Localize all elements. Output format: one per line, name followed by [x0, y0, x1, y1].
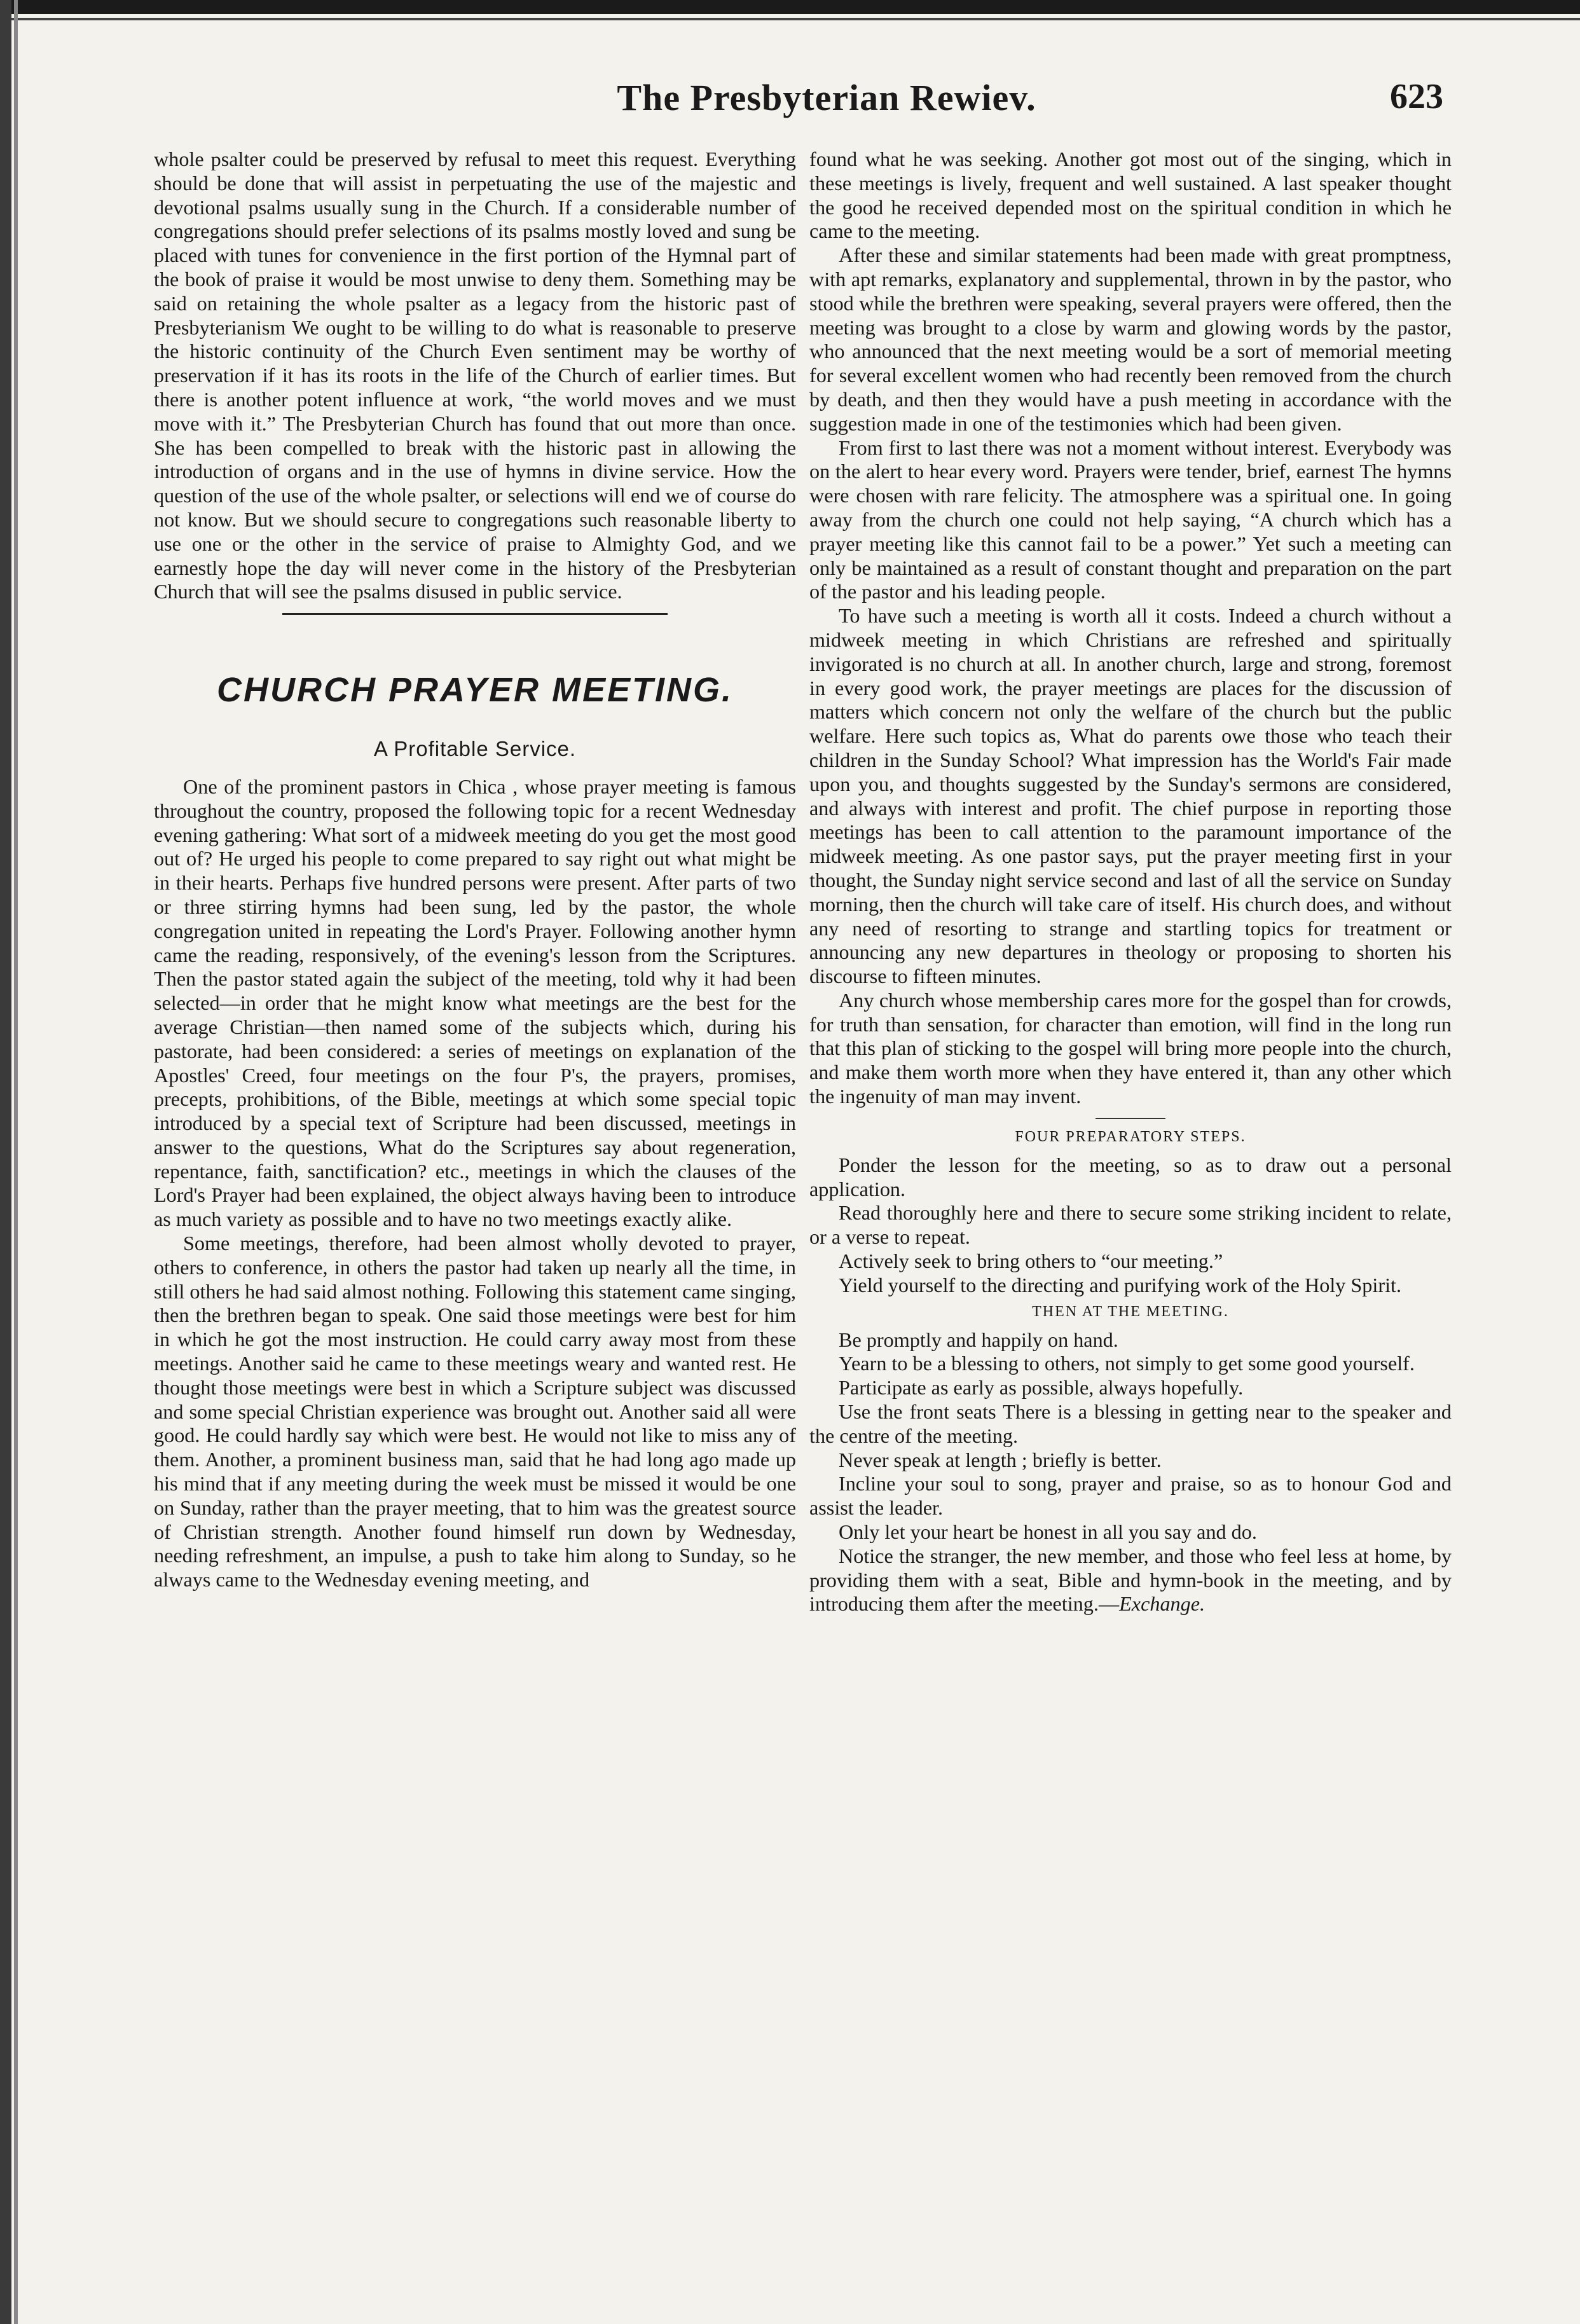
meeting-item: Incline your soul to song, prayer and praise, so as to honour God and assist the leader.	[809, 1472, 1452, 1520]
step-item: Yield yourself to the directing and purifying work of the Holy Spirit.	[839, 1273, 1401, 1296]
page-edge-binding	[0, 0, 11, 2324]
psalter-paragraph: whole psalter could be preserved by refusal to meet this request. Everything should be done that will assist in perpetuating the use of the majestic and devotional psalms usually sung in the Church. If a considerable number of congregations should prefer selections of its psalms mostly loved and sung be placed with tunes for convenience in the first portion of the Hymnal part of the book of praise it would be most unwise to deny them. Something may be said on retaining the whole psalter as a legacy from the historic past of Presbyterianism We ought to be willing to do what is reasonable to preserve the historic continuity of the Church Even sentiment may be worthy of preservation if it has its roots in the life of the Church of earlier times. But there is another potent influence at work, “the world moves and we must move with it.” The Presbyterian Church has found that out more than once. She has been compelled to break with the historic past in allowing the introduction of organs and in the use of hymns in divine service. How the question of the use of the whole psalter, or selections will end we of course do not know. But we should secure to congregations such reasonable liberty to use one or the other in the service of praise to Almighty God, and we earnestly hope the day will never come in the history of the Presbyterian Church that will see the psalms disused in public service.	[154, 148, 796, 603]
meeting-item: Participate as early as possible, always hopefully.	[839, 1376, 1244, 1399]
meeting-item: Be promptly and happily on hand.	[839, 1328, 1118, 1351]
meeting-item-text: Notice the stranger, the new member, and those who feel less at home, by providing them with a seat, Bible and hymn-book in the meeting, and by introducing them after the meeting.—	[809, 1544, 1452, 1616]
article-paragraph: After these and similar statements had been made with great promptness, with apt remarks, explanatory and supplemental, thrown in by the pastor, who stood while the brethren were speaking, several prayers were offered, then the meeting was brought to a close by warm and glowing words by the pastor, who announced that the next meeting would be a sort of memorial meeting for several excellent women who had recently been removed from the church by death, and then they would have a push meeting in accordance with the suggestion made in one of the testimonies which had been given.	[809, 244, 1452, 435]
running-title: The Presbyterian Rewiev.	[617, 77, 1036, 118]
step-item: Ponder the lesson for the meeting, so as to draw out a personal application.	[809, 1153, 1452, 1200]
article-paragraph: Some meetings, therefore, had been almost wholly devoted to prayer, others to conference, in others the pastor had taken up nearly all the time, in still others he had said almost nothing. Following this statement came singing, then the brethren began to speak. One said those meetings were best for him in which he got the most instruction. He could carry away most from these meetings. Another said he came to these meetings weary and wanted rest. He thought those meetings were best in which a Scripture subject was discussed and some special Christian experience was brought out. Another said all were good. He could hardly say which were best. He would not like to miss any of them. Another, a prominent business man, said that he had long ago made up his mind that if any meeting during the week must be missed it would be one on Sunday, rather than the prayer meeting, that to him was the greatest source of Christian strength. Another found himself run down by Wednesday, needing refreshment, an impulse, a push to take him along to Sunday, so he always came to the Wednesday evening meeting, and	[154, 1232, 796, 1592]
meeting-heading: THEN AT THE MEETING.	[1032, 1303, 1229, 1320]
article-subtitle: A Profitable Service.	[373, 737, 577, 761]
article-paragraph: found what he was seeking. Another got most out of the singing, which in these meetings is lively, frequent and well sustained. A last speaker thought the good he received depended most on the spiritual condition in which he came to the meeting.	[809, 148, 1452, 243]
step-item: Actively seek to bring others to “our meeting.”	[839, 1249, 1223, 1273]
step-item: Read thoroughly here and there to secure some striking incident to relate, or a verse to repeat.	[809, 1201, 1452, 1249]
meeting-item: Yearn to be a blessing to others, not simply to get some good yourself.	[839, 1352, 1415, 1375]
section-title: CHURCH PRAYER MEETING.	[216, 671, 734, 710]
meeting-item: Never speak at length ; briefly is better.	[839, 1448, 1162, 1471]
article-paragraph: From first to last there was not a moment without interest. Everybody was on the alert to hear every word. Prayers were tender, brief, earnest The hymns were chosen with rare felicity. The atmosphere was a spiritual one. In going away from the church one could not help saying, “A church which has a prayer meeting like this cannot fail to be a power.” Yet such a meeting can only be maintained as a result of constant thought and preparation on the part of the pastor and his leading people.	[809, 436, 1452, 603]
article-paragraph: One of the prominent pastors in Chica , whose prayer meeting is famous throughout the country, proposed the following topic for a recent Wednesday evening gathering: What sort of a midweek meeting do you get the most good out of? He urged his people to come prepared to say right out what might be in their hearts. Perhaps five hundred persons were present. After parts of two or three stirring hymns had been sung, led by the pastor, the whole congregation united in repeating the Lord's Prayer. Following another hymn came the reading, responsively, of the evening's lesson from the Scriptures. Then the pastor stated again the subject of the meeting, told why it had been selected—in order that he might know what meetings are the best for the average Christian—then named some of the subjects which, during his pastorate, had been considered: a series of meetings on explanation of the Apostles' Creed, four meetings on the four P's, the prayers, promises, precepts, prohibitions, of the Bible, meetings at which some special topic introduced by a special text of Scripture had been discussed, meetings in answer to the questions, What do the Scriptures say about regeneration, repentance, faith, sanctification? etc., meetings in which the clauses of the Lord's Prayer had been explained, the object always having been to introduce as much variety as possible and to have no two meetings exactly alike.	[154, 774, 796, 1231]
source-signoff: Exchange.	[1119, 1592, 1206, 1616]
article-paragraph: To have such a meeting is worth all it costs. Indeed a church without a midweek meeting in which Christians are refreshed and spiritually invigorated is no church at all. In another church, large and strong, foremost in every good work, the prayer meetings are places for the discussion of matters which concern not only the welfare of the church but the public welfare. Here such topics as, What do parents owe those who teach their children in the Sunday School? What impression has the World's Fair made upon you, and thoughts suggested by the Sunday's sermons are considered, and always with interest and profit. The chief purpose in reporting those meetings has been to call attention to the paramount importance of the midweek meeting. As one pastor says, put the prayer meeting first in your thought, the Sunday night service second and last of all the service on Sunday morning, then the church will take care of itself. His church does, and without any need of resorting to strange and startling topics for treatment or announcing any new departures in theology or proposing to shorten his discourse to fifteen minutes.	[809, 604, 1452, 988]
page-header	[146, 76, 1443, 134]
meeting-item: Only let your heart be honest in all you say and do.	[839, 1520, 1257, 1544]
top-border-thin-rule	[0, 18, 1580, 20]
top-border-rule	[0, 0, 1580, 14]
article-paragraph: Any church whose membership cares more for the gospel than for crowds, for truth than sensation, for character than emotion, will find in the long run that this plan of sticking to the gospel will bring more people into the church, and make them worth more when they have entered it, than any other which the ingenuity of man may invent.	[809, 988, 1452, 1108]
article-divider	[282, 613, 668, 615]
page-number: 623	[1390, 77, 1443, 116]
left-column	[154, 148, 796, 2246]
page-edge-binding-inner	[14, 0, 18, 2324]
right-column	[809, 148, 1452, 2246]
meeting-item-final	[809, 1544, 1452, 1616]
steps-heading: FOUR PREPARATORY STEPS.	[1015, 1128, 1246, 1145]
section-divider	[1096, 1118, 1165, 1119]
meeting-item: Use the front seats There is a blessing in getting near to the speaker and the centre of the meeting.	[809, 1400, 1452, 1447]
